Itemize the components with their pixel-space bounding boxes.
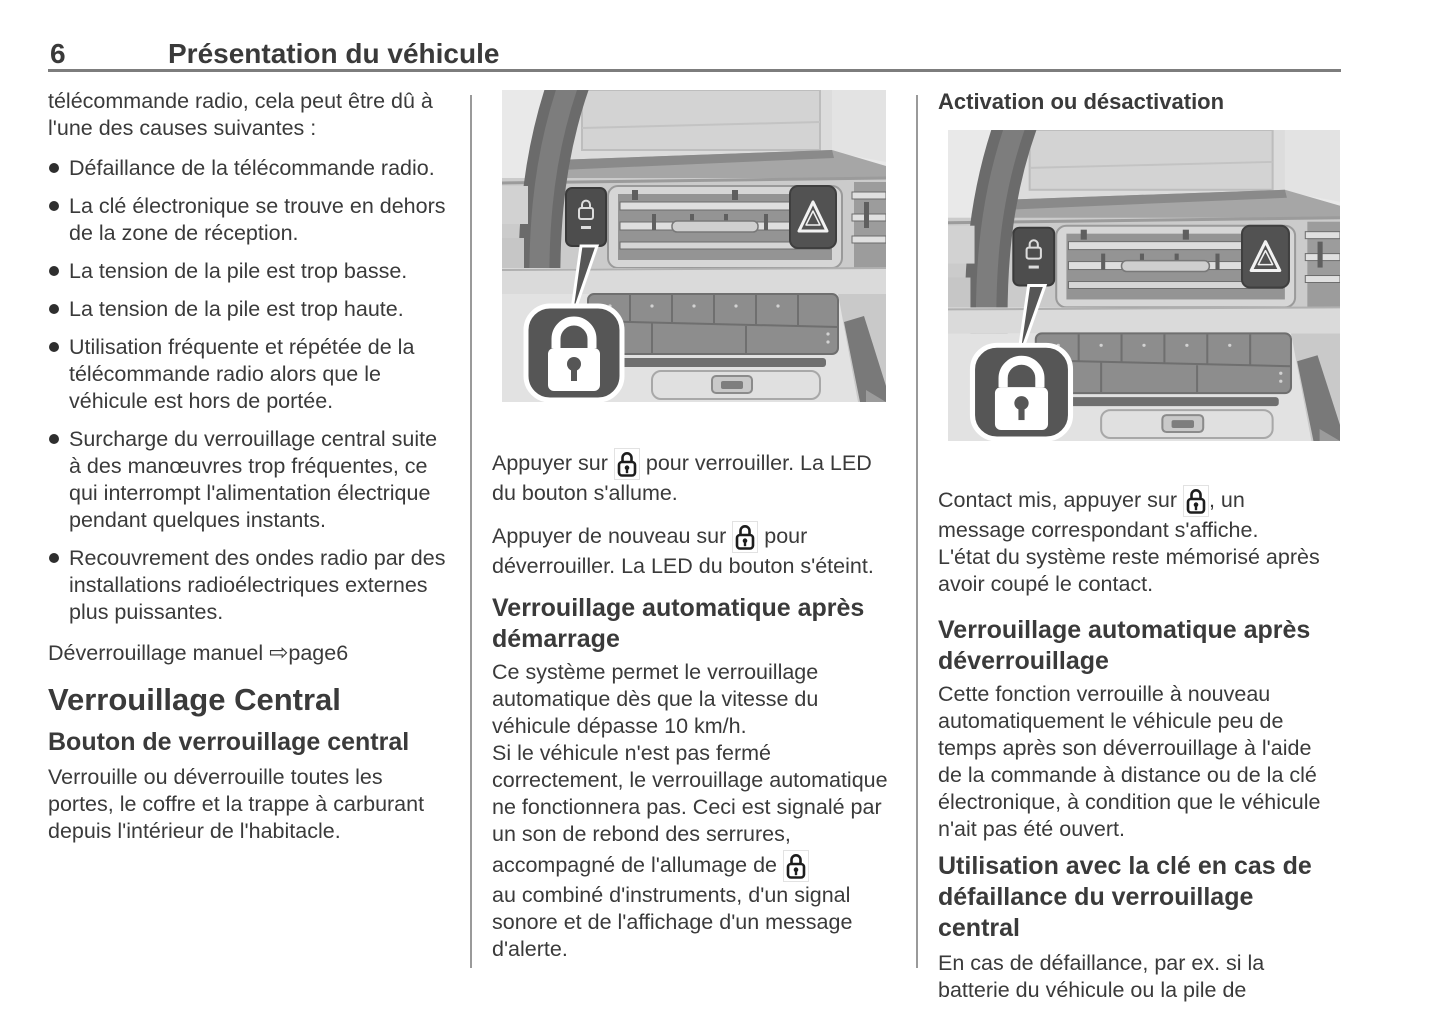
lock-button-icon [614,448,640,480]
list-item-text: Surcharge du verrouillage central suite à des manœuvres trop fréquentes, ce qui interrompt l'alimentation électrique pendant quelques instants. [69,427,438,532]
paragraph: Ce système permet le verrouillage automatique dès que la vitesse du véhicule dépasse 10 km/h. [492,660,819,738]
list-item [48,258,453,285]
cross-reference-target: page6 [288,641,349,665]
column-divider [916,95,918,968]
column-middle [492,88,894,963]
list-item [48,334,453,415]
bullet-icon [49,201,59,211]
paragraph [492,448,894,507]
list-item-text: Utilisation fréquente et répétée de la télécommande radio alors que le véhicule est hors de portée. [69,335,415,413]
list-item [48,426,453,534]
paragraph: L'état du système reste mémorisé après avoir coupé le contact. [938,545,1320,596]
paragraph [492,521,894,580]
column-right [938,88,1332,1004]
causes-list [48,155,453,626]
paragraph [938,485,1332,544]
subsection-heading-verrouillage-deverrouillage: Verrouillage automatique après déverrouillage [938,616,1311,675]
bullet-icon [49,342,59,352]
list-item-text: La clé électronique se trouve en dehors de la zone de réception. [69,194,446,245]
paragraph: Cette fonction verrouille à nouveau automatiquement le véhicule peu de temps après son déverrouillage à l'aide de la commande à distance ou de la clé électronique, à condition que le véhicule n'ait pas été ouvert. [938,682,1321,841]
intro-paragraph: télécommande radio, cela peut être dû à l'une des causes suivantes : [48,89,433,140]
header-rule [48,69,1341,72]
paragraph-text: pour verrouiller. La LED du bouton s'allume. [492,451,872,505]
lock-button-icon [1183,485,1209,517]
paragraph-text: Contact mis, appuyer sur [938,488,1177,512]
paragraph-text: Appuyer de nouveau sur [492,524,727,548]
bullet-icon [49,163,59,173]
section-heading-verrouillage-central: Verrouillage Central [48,682,341,717]
dashboard-lock-button-figure [502,90,894,402]
paragraph: Verrouille ou déverrouille toutes les portes, le coffre et la trappe à carburant depuis l'intérieur de l'habitacle. [48,765,425,843]
paragraph-text: , un [1208,488,1245,512]
column-left [48,88,453,845]
subsection-heading-activation: Activation ou désactivation [938,89,1225,114]
list-item [48,296,453,323]
subsection-heading-bouton: Bouton de verrouillage central [48,728,410,756]
paragraph-text: au combiné d'instruments, d'un signal sonore et de l'affichage d'un message d'alerte. [492,883,853,961]
dashboard-lock-button-figure [948,130,1332,441]
bullet-icon [49,266,59,276]
lock-button-icon [732,521,758,553]
arrow-right-icon: ⇨ [269,639,289,665]
subsection-heading-utilisation-cle: Utilisation avec la clé en cas de défaillance du verrouillage central [938,852,1312,942]
paragraph: En cas de défaillance, par ex. si la batterie du véhicule ou la pile de [938,951,1265,1002]
dashboard-illustration [948,130,1340,441]
bullet-icon [49,434,59,444]
list-item-text: Recouvrement des ondes radio par des installations radioélectriques externes plus puissantes. [69,546,446,624]
bullet-icon [49,304,59,314]
column-divider [470,95,472,968]
list-item-text: La tension de la pile est trop haute. [69,297,404,321]
list-item-text: Défaillance de la télécommande radio. [69,156,435,180]
bullet-icon [49,553,59,563]
page-title: Présentation du véhicule [168,38,500,69]
list-item [48,545,453,626]
subsection-heading-verrouillage-demarrage: Verrouillage automatique après démarrage [492,594,865,653]
lock-indicator-icon [783,850,809,882]
list-item-text: La tension de la pile est trop basse. [69,259,408,283]
cross-reference-label: Déverrouillage manuel [48,641,264,665]
paragraph-text: pour déverrouiller. La LED du bouton s'éteint. [492,524,874,578]
paragraph [492,850,894,963]
list-item [48,193,453,247]
cross-reference [48,639,453,667]
paragraph-text: accompagné de l'allumage de [492,853,777,877]
dashboard-illustration [502,90,886,402]
paragraph: Si le véhicule n'est pas fermé correctement, le verrouillage automatique ne fonctionnera pas. Ceci est signalé par un son de rebond des serrures, [492,741,888,846]
list-item [48,155,453,182]
page-number: 6 [50,38,66,69]
paragraph-text: Appuyer sur [492,451,608,475]
paragraph-text: message correspondant s'affiche. [938,518,1259,542]
